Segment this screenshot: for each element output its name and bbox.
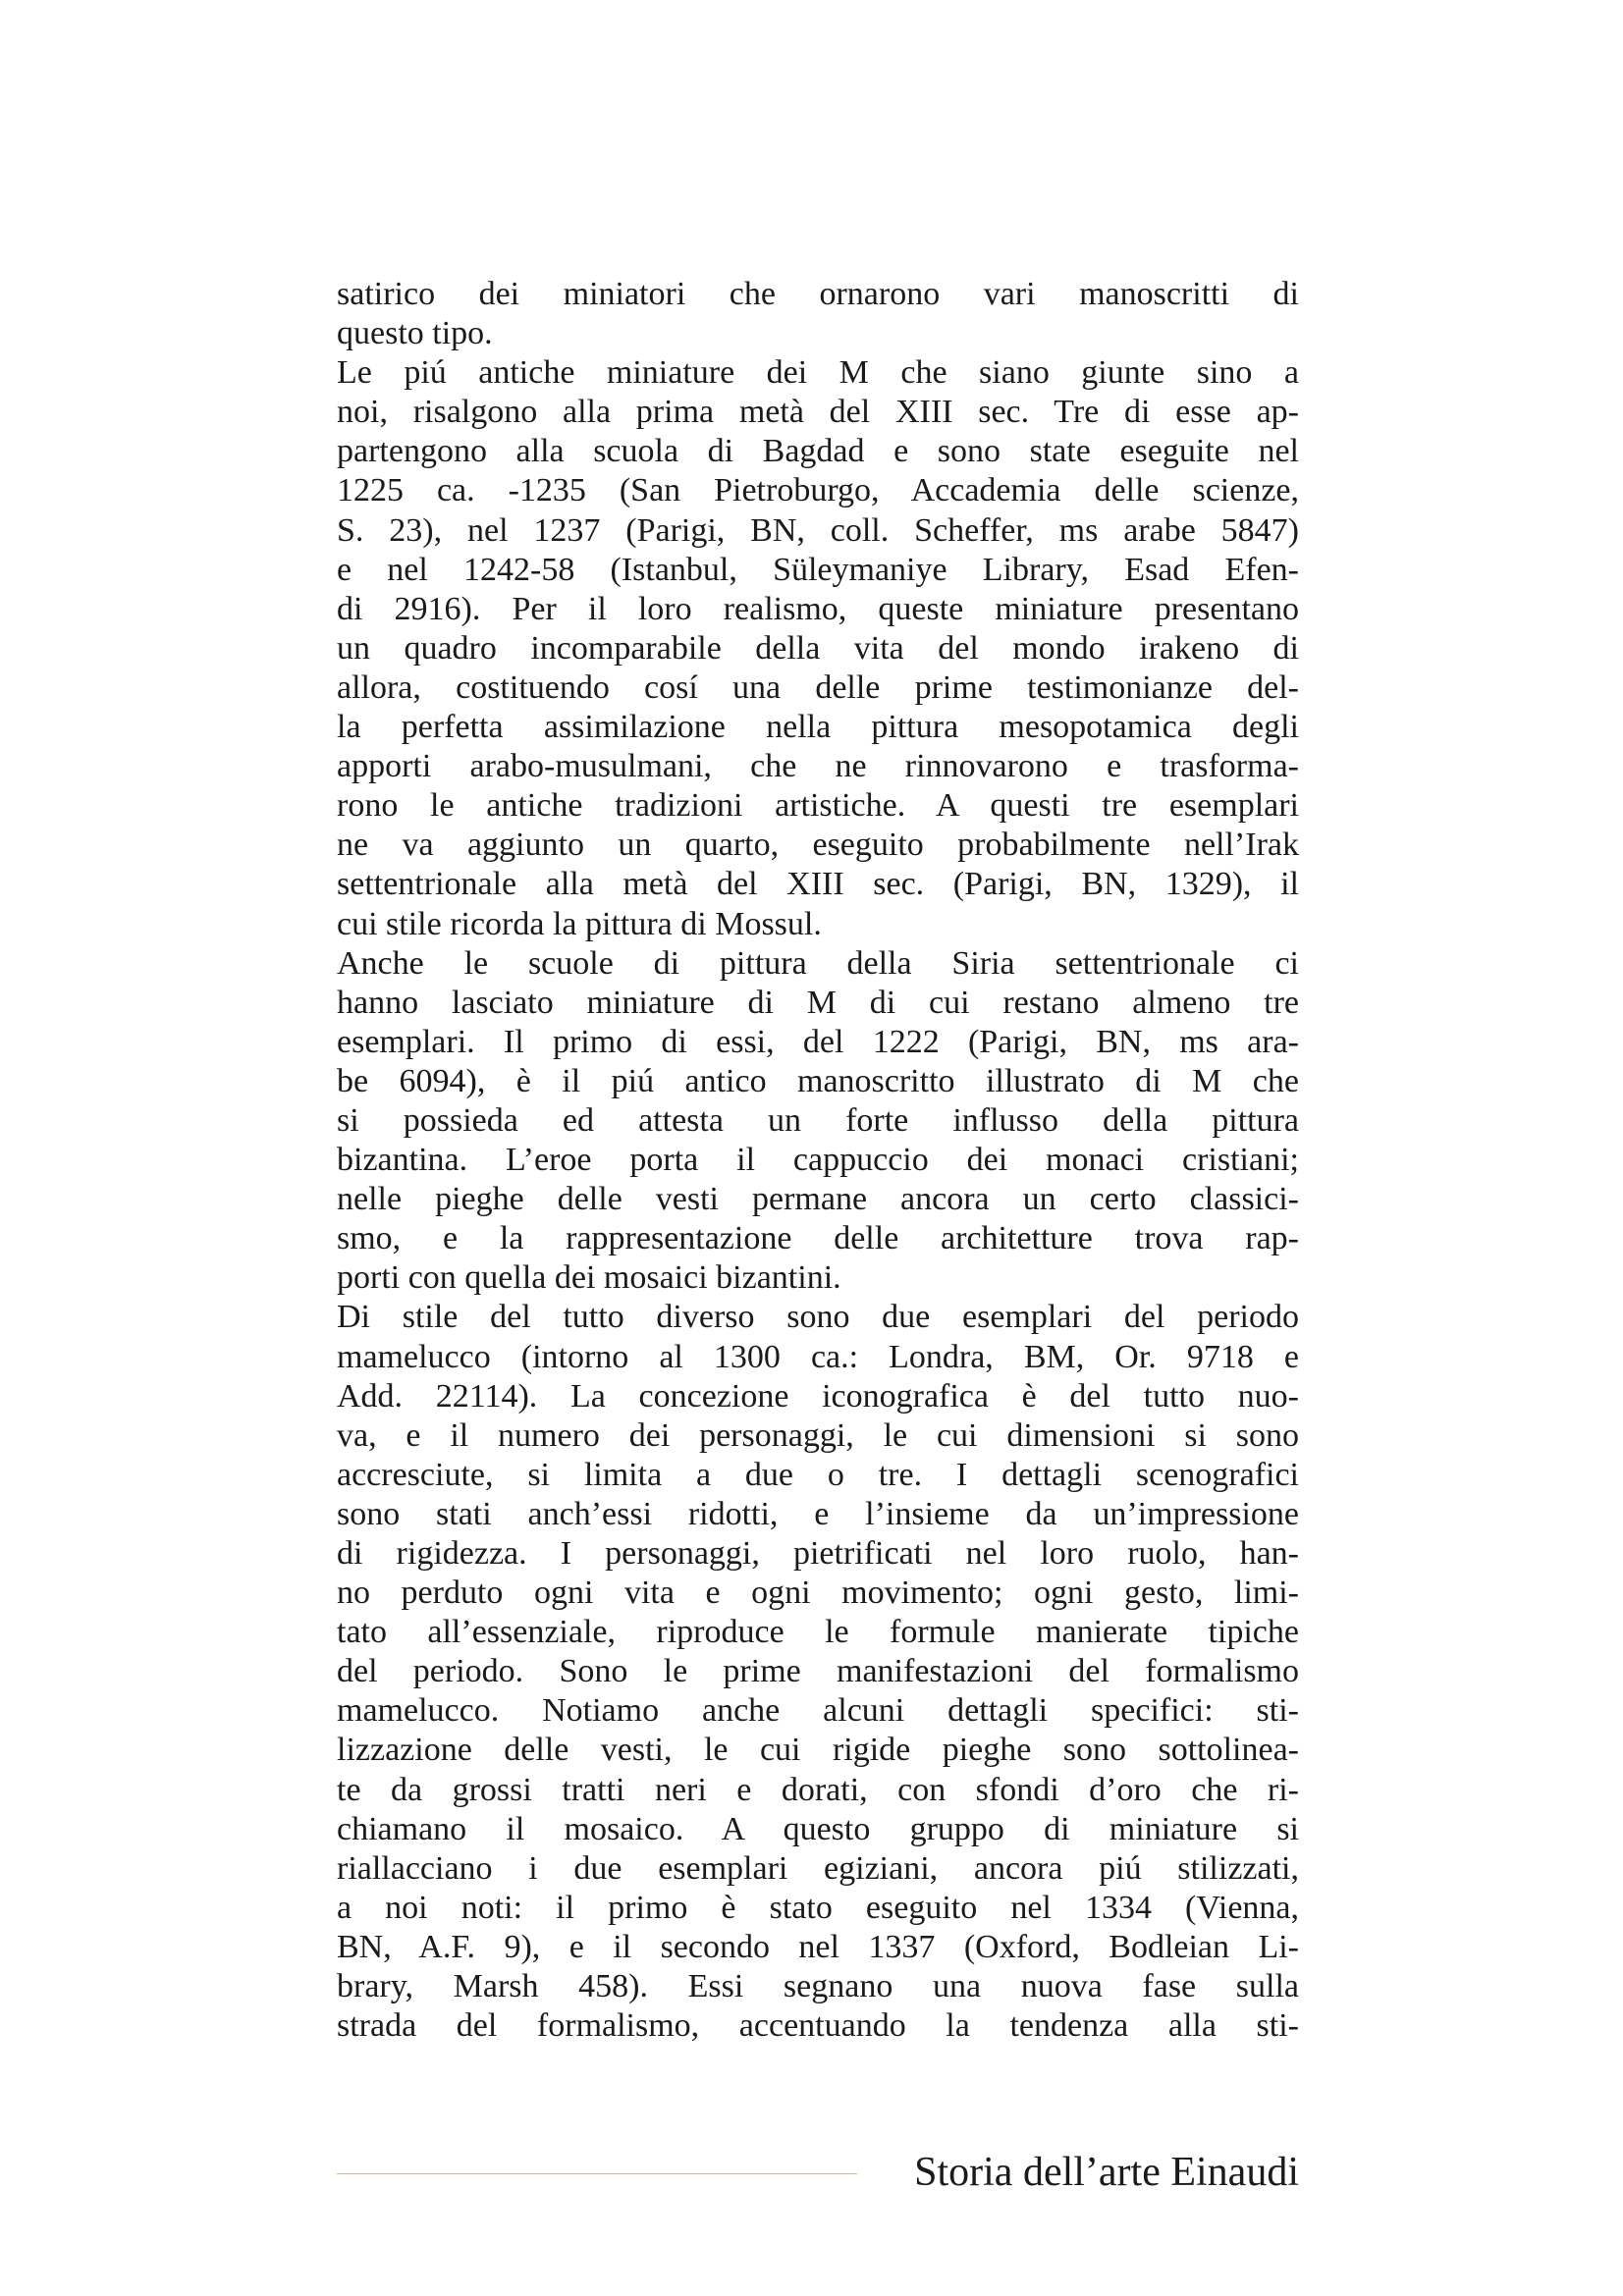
text-line: noi, risalgono alla prima metà del XIII sec. Tre di esse ap- <box>337 394 1299 431</box>
text-line: partengono alla scuola di Bagdad e sono state eseguite nel <box>337 433 1299 470</box>
text-line: questo tipo. <box>337 315 493 352</box>
text-line: Le piú antiche miniature dei M che siano giunte sino a <box>337 354 1299 392</box>
text-line: di rigidezza. I personaggi, pietrificati nel loro ruolo, han- <box>337 1535 1299 1572</box>
text-line: chiamano il mosaico. A questo gruppo di miniature si <box>337 1810 1299 1847</box>
text-line: strada del formalismo, accentuando la tendenza alla sti- <box>337 2007 1299 2045</box>
text-line: di 2916). Per il loro realismo, queste miniature presentano <box>337 590 1299 627</box>
text-line: BN, A.F. 9), e il secondo nel 1337 (Oxford, Bodleian Li- <box>337 1928 1299 1965</box>
text-line: porti con quella dei mosaici bizantini. <box>337 1259 841 1297</box>
text-line: allora, costituendo cosí una delle prime testimonianze del- <box>337 668 1299 706</box>
text-line: Anche le scuole di pittura della Siria settentrionale ci <box>337 944 1299 982</box>
text-line: S. 23), nel 1237 (Parigi, BN, coll. Scheffer, ms arabe 5847) <box>337 511 1299 549</box>
text-line: mamelucco (intorno al 1300 ca.: Londra, BM, Or. 9718 e <box>337 1338 1299 1375</box>
text-line: riallacciano i due esemplari egiziani, ancora piú stilizzati, <box>337 1849 1299 1887</box>
text-line: la perfetta assimilazione nella pittura mesopotamica degli <box>337 709 1299 746</box>
text-line: tato all’essenziale, riproduce le formule manierate tipiche <box>337 1614 1299 1651</box>
text-line: esemplari. Il primo di essi, del 1222 (Parigi, BN, ms ara- <box>337 1023 1299 1060</box>
text-line: satirico dei miniatori che ornarono vari manoscritti di <box>337 276 1299 312</box>
text-line: accresciute, si limita a due o tre. I dettagli scenografici <box>337 1456 1299 1493</box>
footer-rule <box>337 2173 857 2174</box>
text-line: brary, Marsh 458). Essi segnano una nuova fase sulla <box>337 1968 1299 2005</box>
text-line: bizantina. L’eroe porta il cappuccio dei monaci cristiani; <box>337 1142 1299 1179</box>
text-line: e nel 1242-58 (Istanbul, Süleymaniye Library, Esad Efen- <box>337 551 1299 588</box>
text-line: Di stile del tutto diverso sono due esemplari del periodo <box>337 1299 1299 1336</box>
text-line: ne va aggiunto un quarto, eseguito probabilmente nell’Irak <box>337 827 1299 864</box>
text-line: smo, e la rappresentazione delle architetture trova rap- <box>337 1220 1299 1257</box>
text-line: Add. 22114). La concezione iconografica è del tutto nuo- <box>337 1377 1299 1415</box>
text-line: lizzazione delle vesti, le cui rigide pieghe sono sottolinea- <box>337 1732 1299 1769</box>
text-line: settentrionale alla metà del XIII sec. (Parigi, BN, 1329), il <box>337 866 1299 903</box>
text-line: rono le antiche tradizioni artistiche. A questi tre esemplari <box>337 787 1299 825</box>
text-line: si possieda ed attesta un forte influsso della pittura <box>337 1101 1299 1139</box>
text-line: va, e il numero dei personaggi, le cui dimensioni si sono <box>337 1416 1299 1454</box>
footer-title: Storia dell’arte Einaudi <box>914 2150 1299 2195</box>
text-line: apporti arabo-musulmani, che ne rinnovarono e trasforma- <box>337 748 1299 785</box>
text-line: no perduto ogni vita e ogni movimento; ogni gesto, limi- <box>337 1575 1299 1612</box>
text-line: cui stile ricorda la pittura di Mossul. <box>337 905 822 942</box>
text-line: un quadro incomparabile della vita del mondo irakeno di <box>337 629 1299 667</box>
text-line: nelle pieghe delle vesti permane ancora un certo classici- <box>337 1181 1299 1218</box>
text-line: del periodo. Sono le prime manifestazioni del formalismo <box>337 1653 1299 1690</box>
text-line: hanno lasciato miniature di M di cui restano almeno tre <box>337 984 1299 1021</box>
text-line: mamelucco. Notiamo anche alcuni dettagli specifici: sti- <box>337 1692 1299 1730</box>
text-line: be 6094), è il piú antico manoscritto illustrato di M che <box>337 1062 1299 1099</box>
text-line: te da grossi tratti neri e dorati, con sfondi d’oro che ri- <box>337 1771 1299 1808</box>
text-line: sono stati anch’essi ridotti, e l’insieme da un’impressione <box>337 1495 1299 1532</box>
text-line: 1225 ca. -1235 (San Pietroburgo, Accademia delle scienze, <box>337 472 1299 509</box>
body-text <box>337 275 1299 2046</box>
text-line: a noi noti: il primo è stato eseguito nel 1334 (Vienna, <box>337 1889 1299 1926</box>
